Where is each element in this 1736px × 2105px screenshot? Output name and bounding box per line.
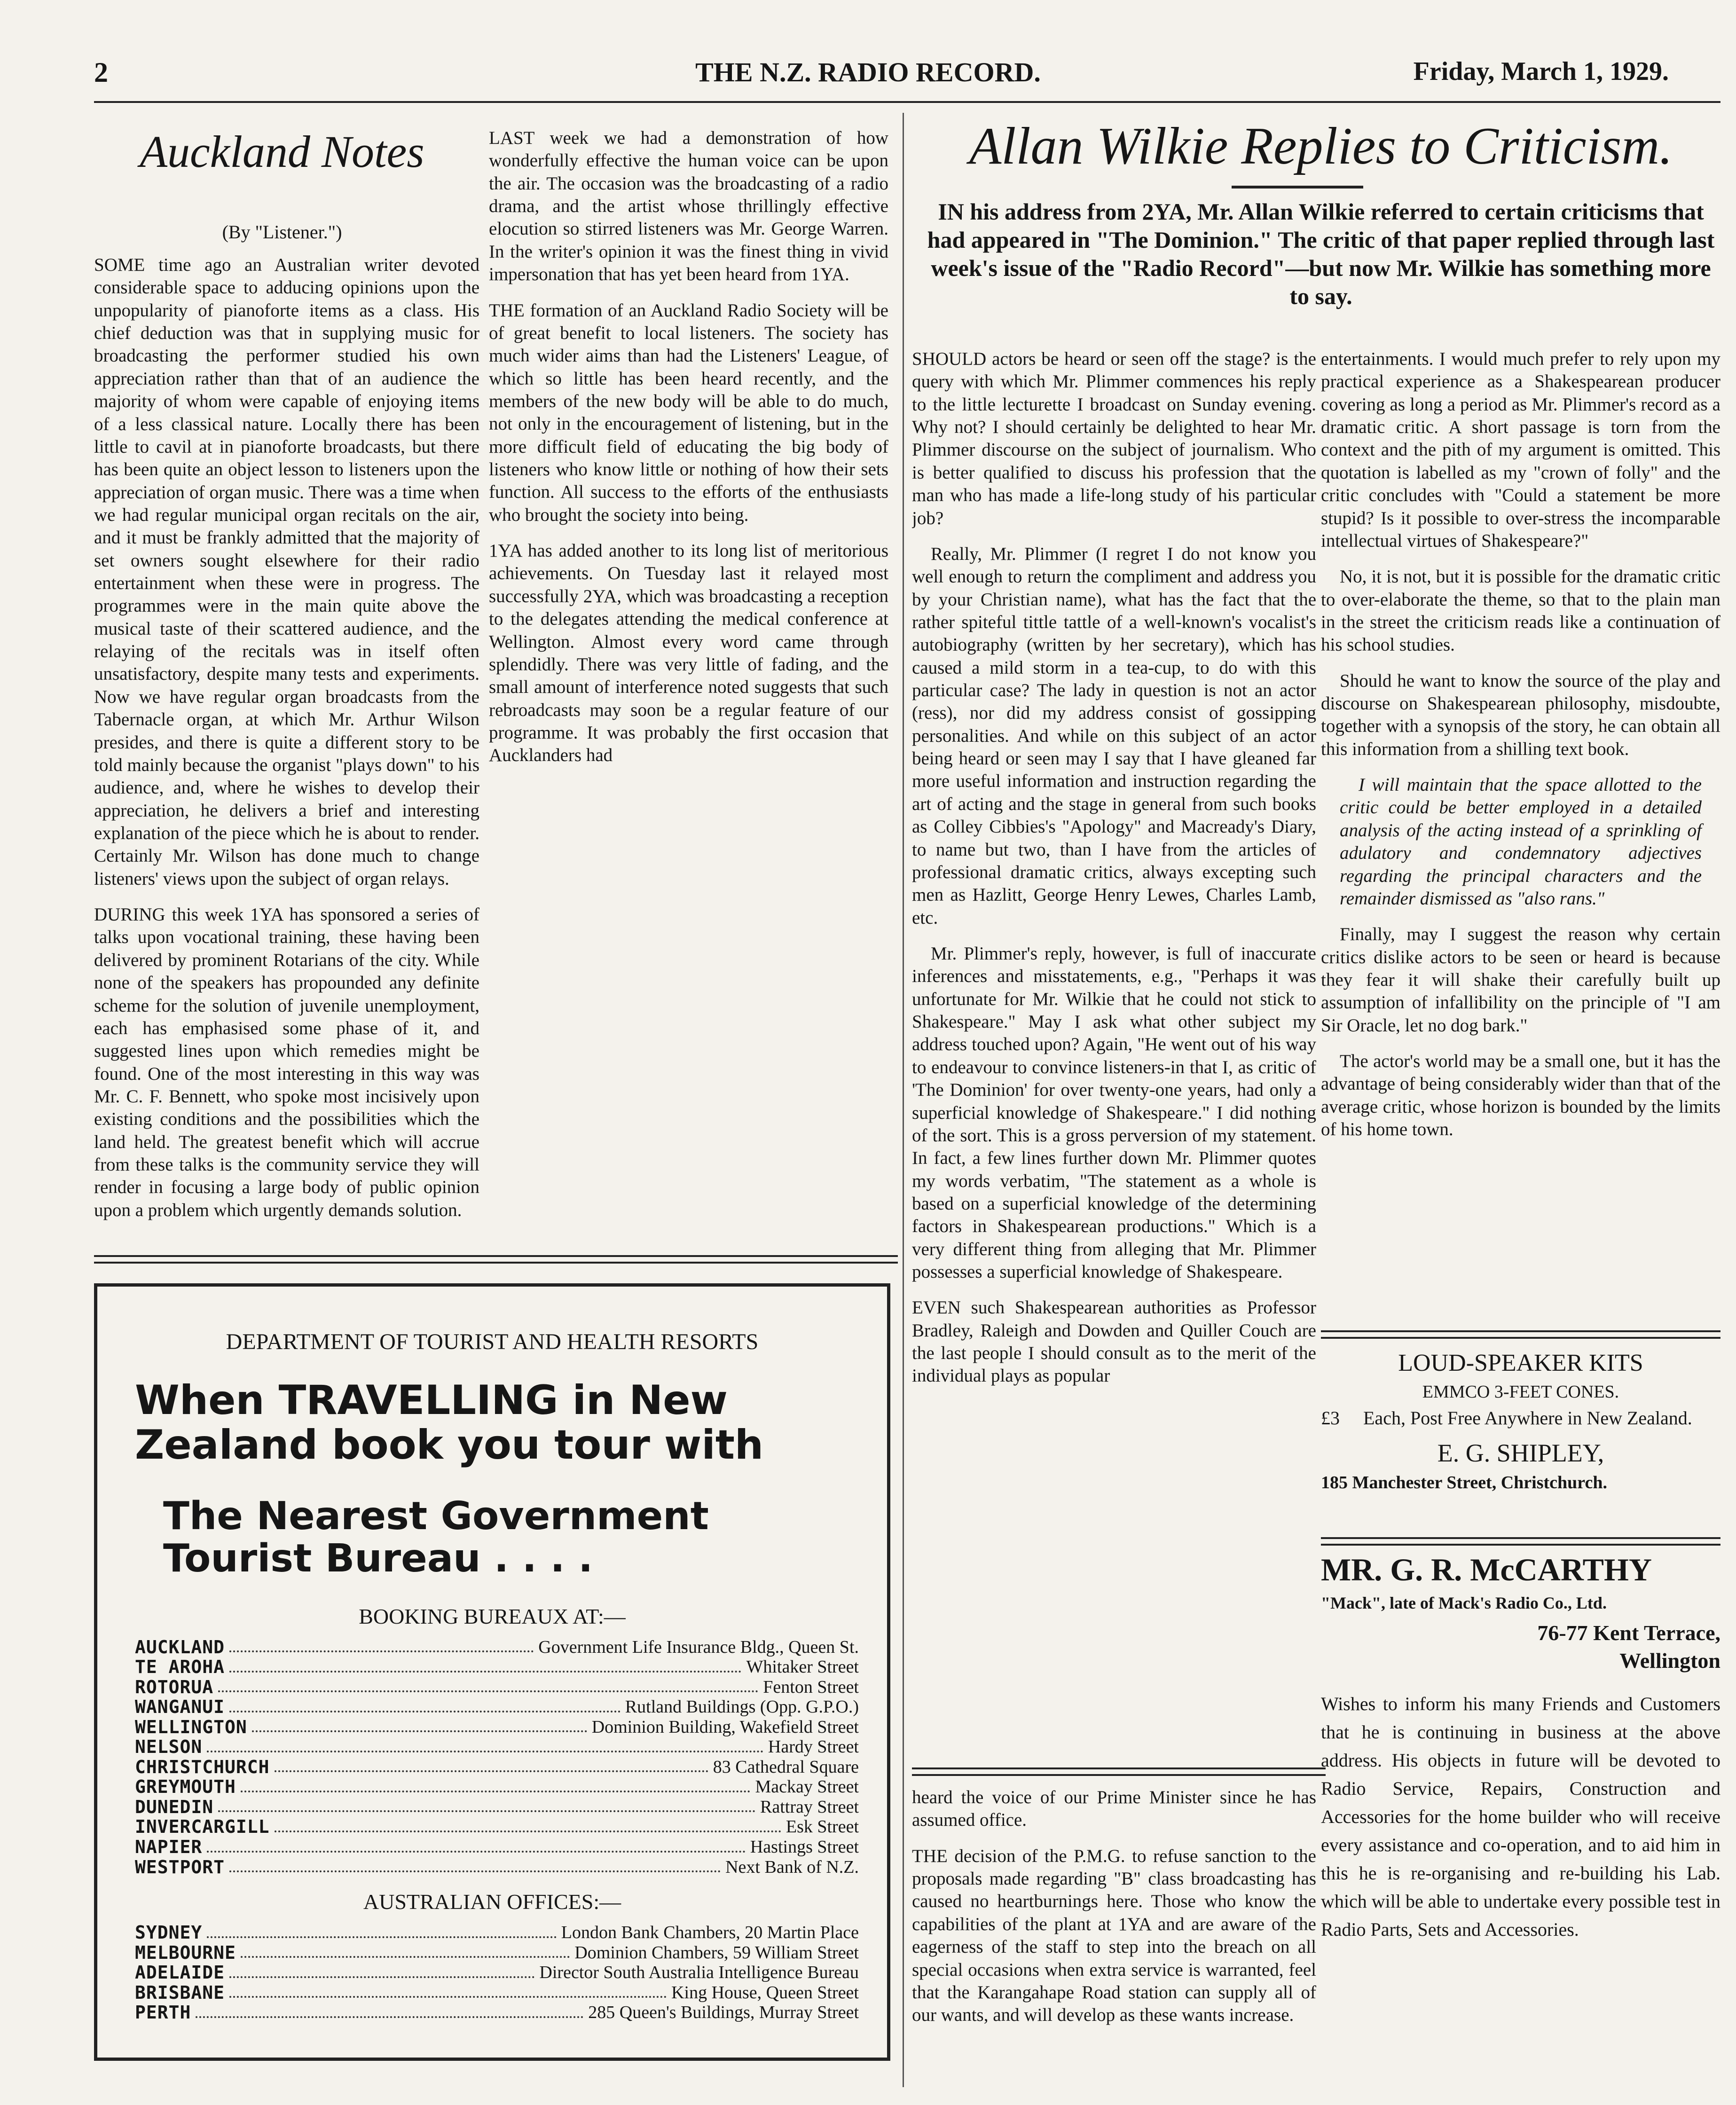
directory-address: Hastings Street xyxy=(750,1837,859,1857)
directory-row xyxy=(135,1837,859,1857)
mccarthy-ad xyxy=(1321,1551,1720,1944)
directory-place: PERTH xyxy=(135,2002,191,2023)
directory-place: NELSON xyxy=(135,1736,203,1758)
directory-place: WELLINGTON xyxy=(135,1716,247,1737)
mccarthy-body: Wishes to inform his many Friends and Customers that he is continuing in business at the above address. His objects in future will be devoted to Radio Service, Repairs, Construction and Accessories for the home builder who will receive every assistance and co-operation, and to aid him in this he is re-organising and re-building his Lab. which will be able to undertake every possible test in Radio Parts, Sets and Accessories. xyxy=(1321,1693,1720,1940)
wilkie-para-7: Should he want to know the source of the play and discourse on Shakespearean philosophy, misdoubte, together with a synopsis of the story, he can obtain all this information from a shilling text book. xyxy=(1321,670,1720,759)
mccarthy-street: 76-77 Kent Terrace, xyxy=(1537,1621,1720,1645)
leader-dots xyxy=(218,1797,755,1813)
directory-row xyxy=(135,1777,859,1797)
directory-row xyxy=(135,1983,859,2003)
wilkie-para-8: Finally, may I suggest the reason why certain critics dislike actors to be seen or heard is because they fear it will shake their carefully built up assumption of infallibility on the principle of "I am Sir Oracle, let no dog bark." xyxy=(1321,924,1720,1036)
directory-place: INVERCARGILL xyxy=(135,1816,270,1838)
directory-address: Rutland Buildings (Opp. G.P.O.) xyxy=(625,1697,859,1717)
wilkie-para-2: Really, Mr. Plimmer (I regret I do not know you well enough to return the compliment and address you by your Christian name), what has the fact that the rather spiteful tittle tattle of a well-known's vocalist's autobiography (written by her secretary), which has caused a mild storm in a tea-cup, to do with this particular case? The lady in question is not an actor (ress), nor did my address consist of gossipping personalities. And while on this subject of an actor being heard or seen may I say that I have gleaned far more useful information and instruction regarding the art of acting and the stage in general from such books as Colley Cibbies's "Apology" and Macready's Diary, to name but two, than I have from the articles of professional dramatic critics, always excepting such men as Hazlitt, George Henry Lewes, Charles Lamb, etc. xyxy=(912,543,1316,928)
auckland-para-3: LAST week we had a demonstration of how wonderfully effective the human voice can be upon the air. The occasion was the broadcasting of a radio drama, and the artist whose thrillingly effective elocution so stirred listeners was Mr. George Warren. In the writer's opinion it was the finest thing in vivid impersonation that has yet been heard from 1YA. xyxy=(489,128,888,285)
loudspeaker-dealer: E. G. SHIPLEY, xyxy=(1437,1439,1604,1467)
mccarthy-city: Wellington xyxy=(1619,1649,1720,1673)
auckland-continued xyxy=(912,1786,1316,2087)
wilkie-para-1: SHOULD actors be heard or seen off the stage? is the query with which Mr. Plimmer commences his reply to the little lecturette I broadcast on Sunday evening. Why not? I should certainly be delighted to hear Mr. Plimmer discourse on the subject of journalism. Who is better qualified to discuss his profession that the man who has made a life-long study of his particular job? xyxy=(912,349,1316,528)
directory-place: AUCKLAND xyxy=(135,1636,225,1657)
leader-dots xyxy=(229,1697,621,1712)
wilkie-intro: IN his address from 2YA, Mr. Allan Wilkie referred to certain criticisms that had appeared in "The Dominion." The critic of that paper replied through last week's issue of the "Radio Record"—but now Mr. Wilkie has something more to say. xyxy=(927,198,1715,309)
loudspeaker-sub: EMMCO 3-FEET CONES. xyxy=(1422,1382,1619,1402)
auckland-para-6: heard the voice of our Prime Minister since he has assumed office. xyxy=(912,1787,1316,1830)
directory-address: 83 Cathedral Square xyxy=(713,1757,859,1777)
directory-address: Whitaker Street xyxy=(746,1657,859,1677)
directory-place: DUNEDIN xyxy=(135,1796,214,1817)
directory-row xyxy=(135,1657,859,1677)
leader-dots xyxy=(229,1657,741,1673)
australian-offices-title: AUSTRALIAN OFFICES:— xyxy=(363,1890,621,1914)
directory-address: 285 Queen's Buildings, Murray Street xyxy=(588,2003,859,2023)
directory-row xyxy=(135,1797,859,1817)
directory-row xyxy=(135,2003,859,2023)
directory-place: SYDNEY xyxy=(135,1922,203,1943)
leader-dots xyxy=(229,1963,534,1978)
directory-row xyxy=(135,1963,859,1983)
leader-dots xyxy=(241,1777,751,1792)
auckland-para-5: 1YA has added another to its long list of meritorious achievements. On Tuesday last it relayed most successfully 2YA, which was broadcasting a reception to the delegates attending the medical conference at Wellington. Almost every word came through splendidly. There was very little of fading, and the small amount of interference noted suggests that such rebroadcasts may soon be a regular feature of our programme. It was probably the first occasion that Aucklanders had xyxy=(489,541,888,766)
directory-address: Fenton Street xyxy=(763,1677,859,1697)
mccarthy-name: MR. G. R. McCARTHY xyxy=(1321,1552,1652,1587)
directory-place: ROTORUA xyxy=(135,1676,214,1697)
page-number: 2 xyxy=(94,57,108,88)
directory-place: MELBOURNE xyxy=(135,1942,236,1963)
loudspeaker-title: LOUD-SPEAKER KITS xyxy=(1398,1350,1643,1376)
wilkie-title: Allan Wilkie Replies to Criticism. xyxy=(969,117,1673,175)
directory-place: WANGANUI xyxy=(135,1697,225,1718)
ad-department: DEPARTMENT OF TOURIST AND HEALTH RESORTS xyxy=(226,1329,759,1354)
directory-place: NAPIER xyxy=(135,1837,203,1858)
wilkie-column-2 xyxy=(1321,348,1720,1326)
leader-dots xyxy=(196,2003,583,2018)
leader-dots xyxy=(229,1637,534,1653)
ad-headline: When TRAVELLING in New Zealand book you tour with xyxy=(135,1377,764,1469)
directory-address: London Bank Chambers, 20 Martin Place xyxy=(561,1923,859,1943)
ad-separator xyxy=(94,1255,898,1264)
auckland-para-7: THE decision of the P.M.G. to refuse sanction to the proposals made regarding "B" class broadcasting has caused no heartburnings here. Those who know the capabilities of the plant at 1YA and are aware of the eagerness of the staff to step into the breach on all special occasions when extra service is warranted, feel that the Karangahape Road station can supply all of our wants, and will develop as these wants increase. xyxy=(912,1846,1316,2026)
directory-address: Rattray Street xyxy=(760,1797,859,1817)
directory-row xyxy=(135,1677,859,1697)
directory-address: Dominion Building, Wakefield Street xyxy=(591,1717,859,1737)
directory-address: Dominion Chambers, 59 William Street xyxy=(574,1942,859,1963)
leader-dots xyxy=(229,1983,667,1998)
loudspeaker-separator xyxy=(1321,1330,1720,1339)
leader-dots xyxy=(207,1923,557,1938)
wilkie-para-3: Mr. Plimmer's reply, however, is full of inaccurate inferences and misstatements, e.g., "Perhaps it was unfortunate for Mr. Wilkie that he could not stick to Shakespeare." May I ask what other subject my address touched upon? Again, "He went out of his way to endeavour to convince listeners-in that I, as critic of 'The Dominion' for over twenty-one years, had only a superficial knowledge of Shakespeare." I did nothing of the sort. This is a gross perversion of my statement. In fact, a few lines further down Mr. Plimmer quotes my words verbatim, "The statement as a whole is based on a superficial knowledge of the determining factors in Shakespearean productions." Which is a very different thing from alleging that Mr. Plimmer possesses a superficial knowledge of Shakespeare. xyxy=(912,943,1316,1282)
auckland-para-4: THE formation of an Auckland Radio Society will be of great benefit to local listeners. The society has much wider aims than had the Listeners' League, of which so little has been heard recently, and the members of the new body will be able to do much, not only in the encouragement of listening, but in the more difficult field of educating the big body of listeners who know little or nothing of how their sets function. All success to the efforts of the enthusiasts who brought the society into being. xyxy=(489,300,888,525)
directory-place: WESTPORT xyxy=(135,1856,225,1877)
column-divider xyxy=(903,113,904,2087)
directory-address: Esk Street xyxy=(786,1817,859,1837)
directory-row xyxy=(135,1717,859,1737)
leader-dots xyxy=(252,1717,587,1733)
directory-place: ADELAIDE xyxy=(135,1962,225,1983)
directory-row xyxy=(135,1697,859,1717)
directory-row xyxy=(135,1857,859,1877)
leader-dots xyxy=(207,1737,763,1752)
directory-address: Government Life Insurance Bldg., Queen St. xyxy=(538,1637,859,1657)
auckland-para-1: SOME time ago an Australian writer devoted considerable space to adducing opinions upon the unpopularity of pianoforte items as a class. His chief deduction was that in supplying music for broadcasting the performer studied his own appreciation rather than that of an audience the majority of whom were capable of enjoying items of a less classical nature. Locally there has been little to cavil at in pianoforte broadcasts, but there has been quite an object lesson to listeners upon the appreciation of organ music. There was a time when we had regular municipal organ recitals on the air, and it must be frankly admitted that the majority of set owners sought elsewhere for their radio entertainment when these were in progress. The programmes were in the main quite above the musical taste of their scattered audience, and the relaying of the recitals was in itself often unsatisfactory, despite many tests and experiments. Now we have regular organ broadcasts from the Tabernacle organ, at which Mr. Arthur Wilson presides, and there is quite a different story to be told mainly because the organist "plays down" to his audience, and, where he wishes to develop their appreciation, he delivers a brief and interesting explanation of the piece which he is about to render. Certainly Mr. Wilson has done much to change listeners' views upon the subject of organ relays. xyxy=(94,255,479,889)
booking-bureaux-list xyxy=(135,1637,859,1877)
loudspeaker-address: 185 Manchester Street, Christchurch. xyxy=(1321,1473,1607,1492)
directory-row xyxy=(135,1943,859,1963)
loudspeaker-ad xyxy=(1321,1349,1720,1493)
australian-offices-list xyxy=(135,1923,859,2023)
wilkie-para-4: EVEN such Shakespearean authorities as Professor Bradley, Raleigh and Dowden and Quiller Couch are the last people I should consult as to the merit of the individual plays as popular xyxy=(912,1297,1316,1386)
header-rule xyxy=(94,101,1720,103)
auckland-para-2: DURING this week 1YA has sponsored a series of talks upon vocational training, these having been delivered by prominent Rotarians of the city. While none of the speakers has propounded any definite scheme for the solution of juvenile unemployment, each has emphasised some phase of it, and suggested lines upon which remedies might be found. One of the most interesting in this way was Mr. C. F. Bennett, who spoke most incisively upon existing conditions and the possibilities which the land held. The greatest benefit which will accrue from these talks is the community service they will render in focusing a large body of public opinion upon a problem which urgently demands solution. xyxy=(94,904,479,1220)
directory-place: TE AROHA xyxy=(135,1657,225,1678)
ad-subheadline: The Nearest Government Tourist Bureau . . . . xyxy=(163,1494,709,1581)
mccarthy-formerly: "Mack", late of Mack's Radio Co., Ltd. xyxy=(1321,1594,1607,1612)
directory-row xyxy=(135,1757,859,1777)
wilkie-pull-quote: I will maintain that the space allotted to the critic could be better employed in a detailed analysis of the acting instead of a sprinkling of adulatory and condemnatory adjectives regarding the principal characters and the remainder dismissed as "also rans." xyxy=(1340,775,1702,909)
directory-row xyxy=(135,1817,859,1837)
wilkie-column-1 xyxy=(912,348,1316,1767)
mid-separator xyxy=(912,1767,1326,1776)
loudspeaker-terms: Each, Post Free Anywhere in New Zealand. xyxy=(1363,1407,1692,1429)
auckland-byline: (By "Listener.") xyxy=(222,221,342,243)
mccarthy-separator xyxy=(1321,1537,1720,1546)
directory-address: Hardy Street xyxy=(768,1737,859,1757)
loudspeaker-price: £3 xyxy=(1321,1407,1340,1429)
directory-address: Next Bank of N.Z. xyxy=(725,1857,859,1877)
leader-dots xyxy=(207,1837,746,1853)
leader-dots xyxy=(241,1943,570,1958)
directory-place: CHRISTCHURCH xyxy=(135,1756,270,1777)
directory-row xyxy=(135,1737,859,1757)
leader-dots xyxy=(229,1857,721,1873)
tourist-bureau-ad xyxy=(94,1283,890,2061)
auckland-title: Auckland Notes xyxy=(140,126,424,177)
auckland-column-2 xyxy=(489,127,888,1241)
directory-place: BRISBANE xyxy=(135,1982,225,2003)
directory-row xyxy=(135,1923,859,1943)
directory-row xyxy=(135,1637,859,1657)
wilkie-para-9: The actor's world may be a small one, but it has the advantage of being considerably wider than that of the average critic, whose horizon is bounded by the limits of his home town. xyxy=(1321,1051,1720,1140)
masthead: THE N.Z. RADIO RECORD. xyxy=(695,57,1041,87)
directory-address: Mackay Street xyxy=(755,1777,859,1797)
auckland-column-1 xyxy=(94,254,479,1241)
booking-title: BOOKING BUREAUX AT:— xyxy=(359,1604,626,1628)
directory-address: King House, Queen Street xyxy=(671,1982,859,2003)
issue-date: Friday, March 1, 1929. xyxy=(1413,57,1669,86)
directory-place: GREYMOUTH xyxy=(135,1776,236,1798)
wilkie-title-rule xyxy=(1232,186,1363,189)
directory-address: Director South Australia Intelligence Bureau xyxy=(539,1963,859,1983)
leader-dots xyxy=(275,1757,708,1773)
wilkie-para-5: entertainments. I would much prefer to rely upon my practical experience as a Shakespearean producer covering as long a period as Mr. Plimmer's record as a dramatic critic. A short passage is torn from the context and the pith of my argument is omitted. This quotation is labelled as my "crown of folly" and the critic concludes with "Could a statement be more stupid? Is it possible to over-stress the incomparable intellectual virtues of Shakespeare?" xyxy=(1321,349,1720,551)
wilkie-para-6: No, it is not, but it is possible for the dramatic critic to over-elaborate the theme, so that to the plain man in the street the criticism reads like a continuation of his school studies. xyxy=(1321,566,1720,655)
leader-dots xyxy=(275,1817,781,1832)
leader-dots xyxy=(218,1677,758,1693)
